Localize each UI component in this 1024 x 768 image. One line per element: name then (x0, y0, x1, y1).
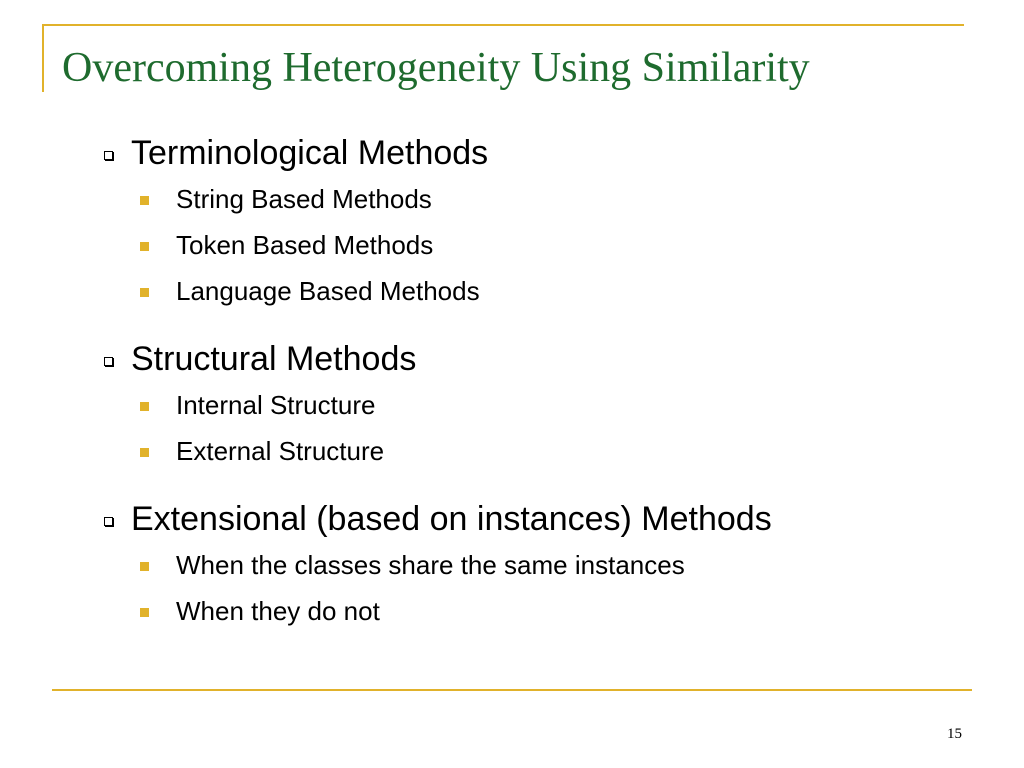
section-heading (100, 496, 980, 542)
page-number: 15 (947, 726, 962, 742)
filled-square-icon (140, 562, 149, 571)
section-label: Terminological Methods (131, 134, 489, 172)
left-frame-line (42, 24, 44, 92)
sub-bullet-list (100, 382, 980, 474)
section-label: Structural Methods (131, 340, 417, 378)
list-item (140, 222, 980, 268)
filled-square-icon (140, 288, 149, 297)
filled-square-icon (140, 242, 149, 251)
list-item (140, 588, 980, 634)
bottom-frame-line (52, 689, 972, 691)
list-item (140, 382, 980, 428)
hollow-square-icon (104, 517, 113, 526)
section-extensional-methods (100, 496, 980, 634)
section-terminological-methods (100, 130, 980, 314)
filled-square-icon (140, 196, 149, 205)
sub-bullet-list (100, 176, 980, 314)
top-frame-line (43, 24, 964, 26)
list-item-label: Token Based Methods (176, 230, 434, 260)
slide-content (100, 130, 980, 656)
list-item (140, 268, 980, 314)
section-heading (100, 130, 980, 176)
filled-square-icon (140, 402, 149, 411)
list-item-label: String Based Methods (176, 184, 432, 214)
list-item-label: External Structure (176, 436, 385, 466)
list-item-label: Internal Structure (176, 390, 376, 420)
hollow-square-icon (104, 357, 113, 366)
sub-bullet-list (100, 542, 980, 634)
hollow-square-icon (104, 151, 113, 160)
filled-square-icon (140, 608, 149, 617)
list-item-label: When they do not (176, 596, 380, 626)
list-item (140, 176, 980, 222)
list-item (140, 428, 980, 474)
section-heading (100, 336, 980, 382)
list-item-label: When the classes share the same instances (176, 550, 685, 580)
list-item (140, 542, 980, 588)
filled-square-icon (140, 448, 149, 457)
section-structural-methods (100, 336, 980, 474)
list-item-label: Language Based Methods (176, 276, 480, 306)
section-label: Extensional (based on instances) Methods (131, 500, 772, 538)
slide-title: Overcoming Heterogeneity Using Similarity (62, 45, 810, 91)
